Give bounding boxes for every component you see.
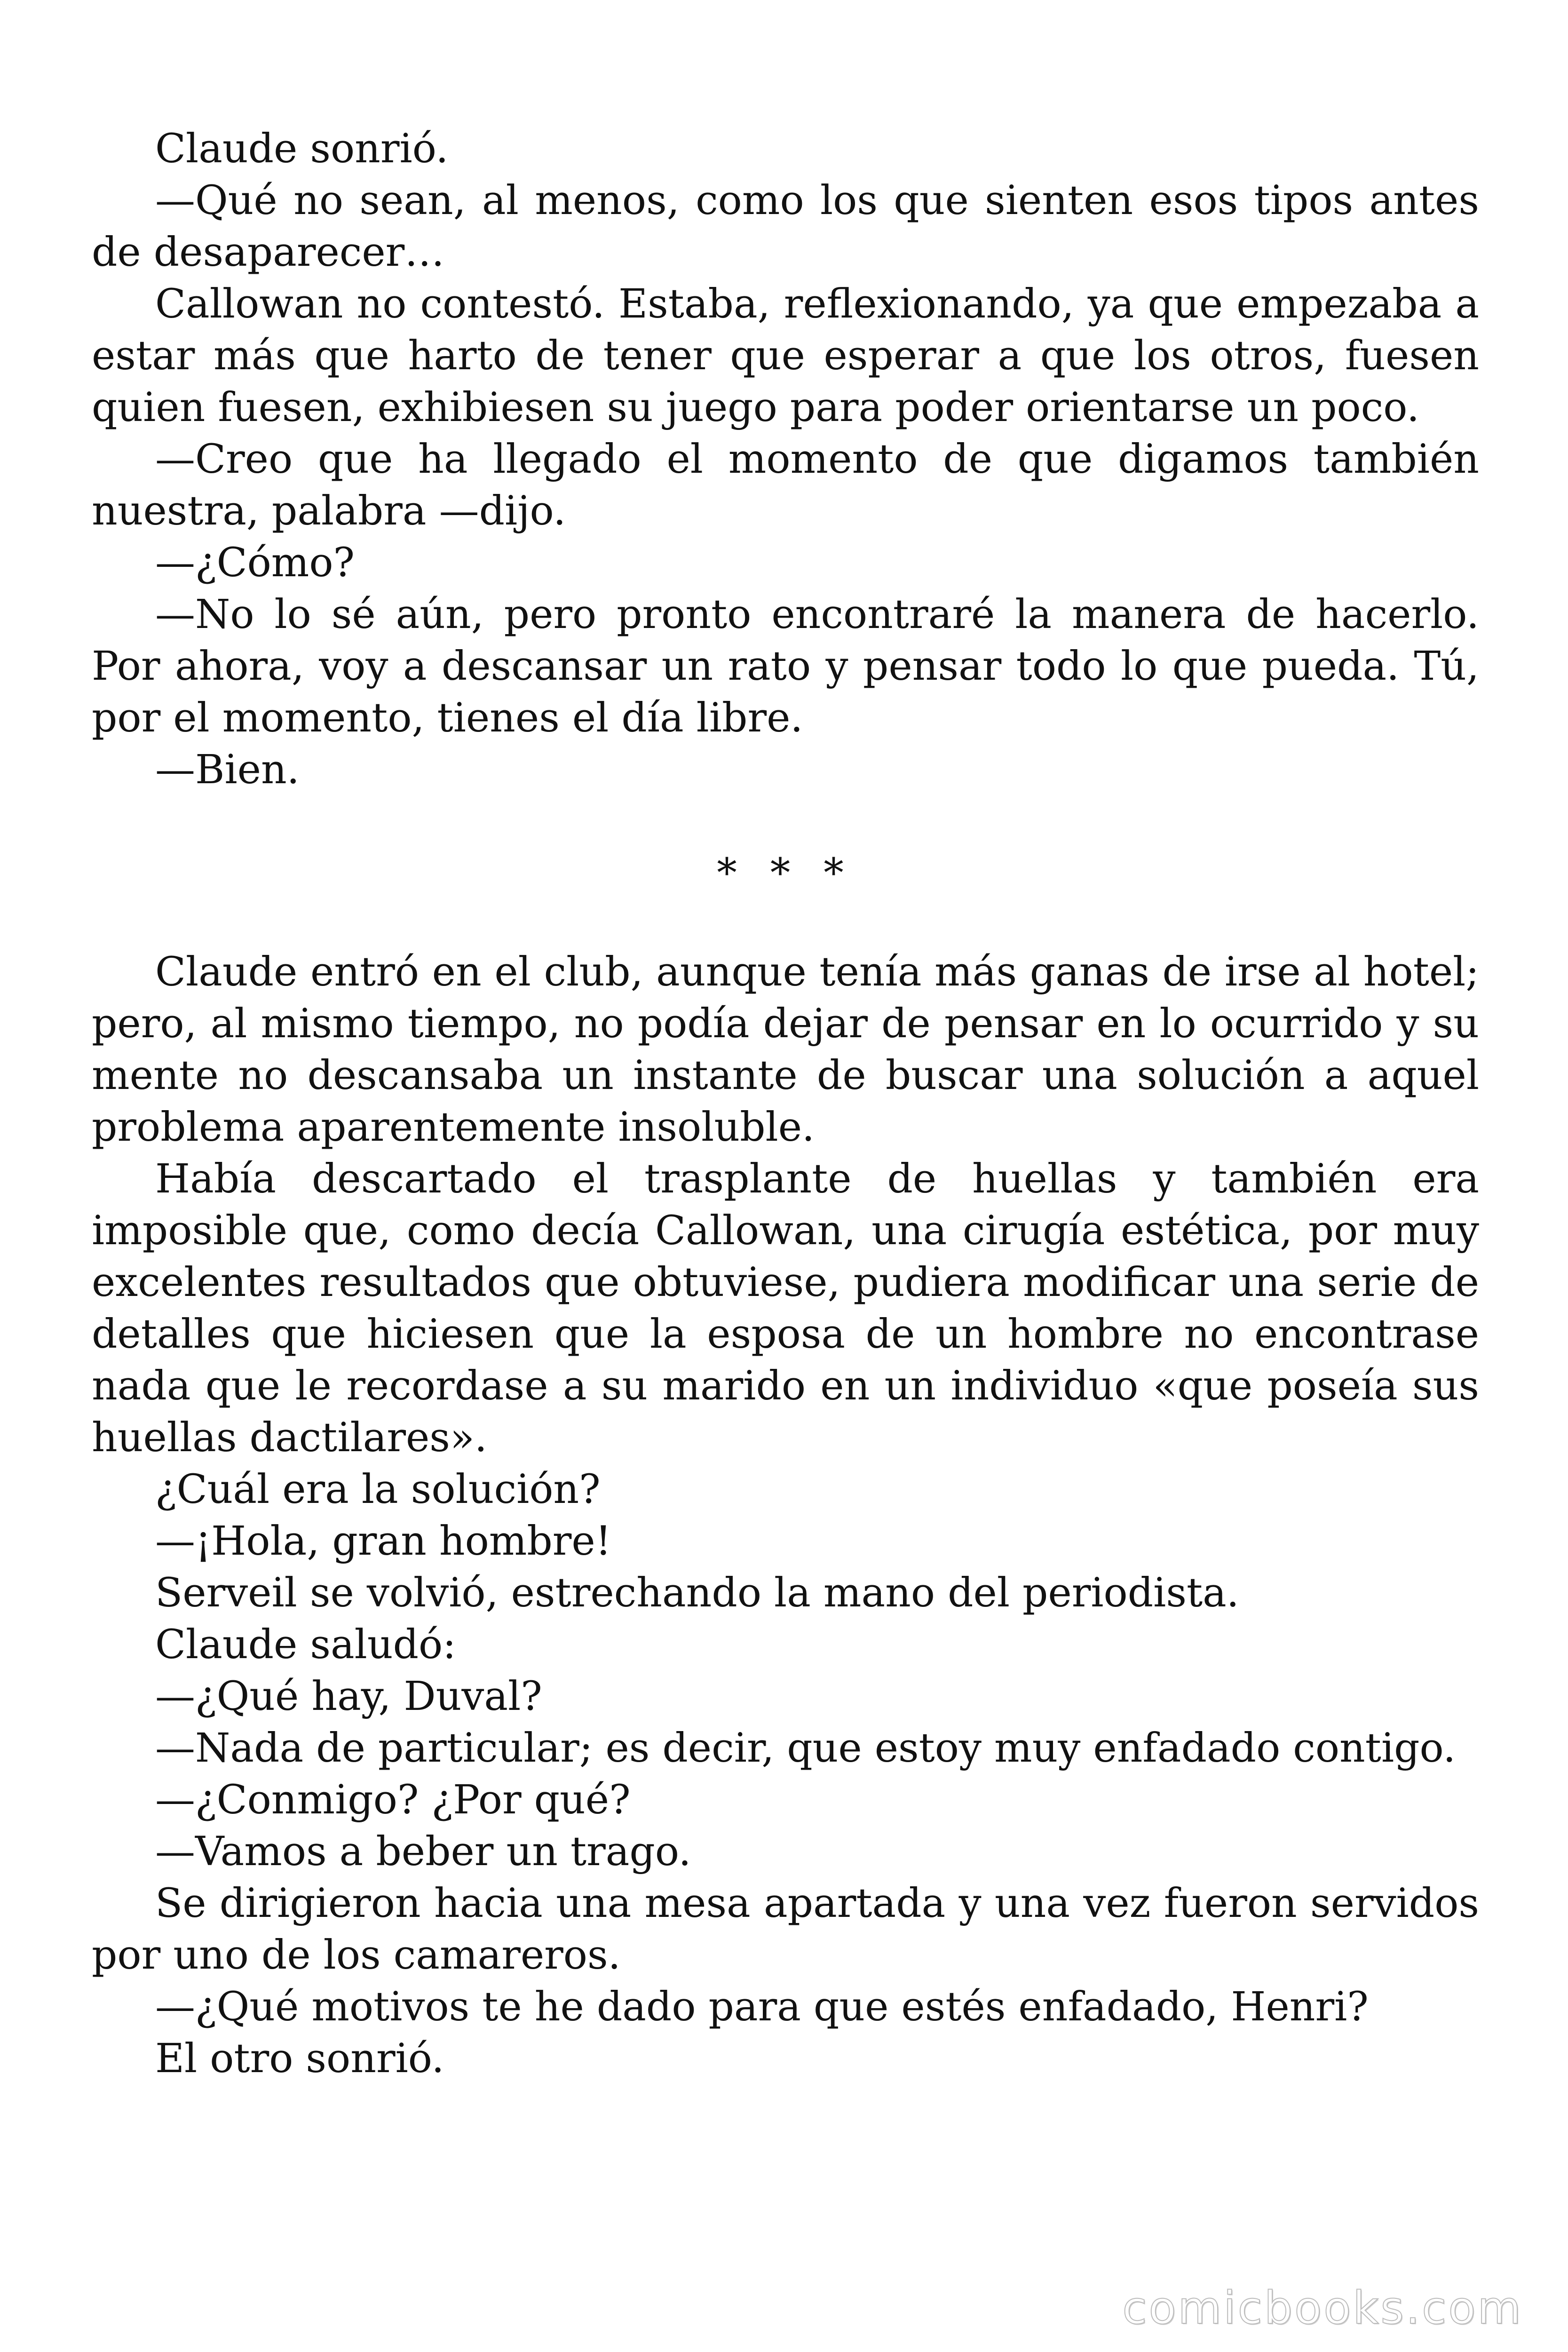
paragraph: —Qué no sean, al menos, como los que sienten esos tipos antes de desaparecer…	[92, 177, 1479, 276]
paragraph: —¿Conmigo? ¿Por qué?	[155, 1777, 631, 1823]
paragraph: Claude saludó:	[155, 1621, 456, 1668]
paragraph: Callowan no contestó. Estaba, reflexionando, ya que empezaba a estar más que harto de tener que esperar a que los otros, fuesen quien fuesen, exhibiesen su juego para poder orientarse un poco.	[92, 281, 1479, 431]
text-block	[92, 123, 1479, 2085]
paragraph: Serveil se volvió, estrechando la mano del periodista.	[155, 1570, 1239, 1616]
paragraph: Se dirigieron hacia una mesa apartada y una vez fueron servidos por uno de los camareros.	[92, 1880, 1479, 1979]
paragraph: —¿Qué motivos te he dado para que estés enfadado, Henri?	[155, 1984, 1369, 2030]
paragraph: Claude entró en el club, aunque tenía más ganas de irse al hotel; pero, al mismo tiempo, no podía dejar de pensar en lo ocurrido y su mente no descansaba un instante de buscar una solución a aquel problema aparentemente insoluble.	[92, 949, 1479, 1151]
paragraph: —¡Hola, gran hombre!	[155, 1518, 611, 1565]
paragraph: —Nada de particular; es decir, que estoy muy enfadado contigo.	[155, 1725, 1456, 1772]
paragraph: Había descartado el trasplante de huellas y también era imposible que, como decía Callowan, una cirugía estética, por muy excelentes resultados que obtuviese, pudiera modificar una serie de detalles que hiciesen que la esposa de un hombre no encontrase nada que le recordase a su marido en un individuo «que poseía sus huellas dactilares».	[92, 1156, 1479, 1461]
paragraph: —Vamos a beber un trago.	[155, 1828, 691, 1875]
paragraph: ¿Cuál era la solución?	[155, 1466, 601, 1513]
section-break: * * *	[717, 850, 854, 897]
paragraph: El otro sonrió.	[155, 2035, 444, 2082]
paragraph: —¿Qué hay, Duval?	[155, 1673, 542, 1720]
paragraph: —Bien.	[155, 747, 300, 793]
watermark: comicbooks.com	[1122, 2282, 1523, 2334]
paragraph: —No lo sé aún, pero pronto encontraré la manera de hacerlo. Por ahora, voy a descansar un rato y pensar todo lo que pueda. Tú, por el momento, tienes el día libre.	[92, 591, 1479, 741]
paragraph: —Creo que ha llegado el momento de que digamos también nuestra, palabra —dijo.	[92, 436, 1479, 534]
paragraph: —¿Cómo?	[155, 540, 355, 586]
paragraph: Claude sonrió.	[155, 126, 449, 172]
